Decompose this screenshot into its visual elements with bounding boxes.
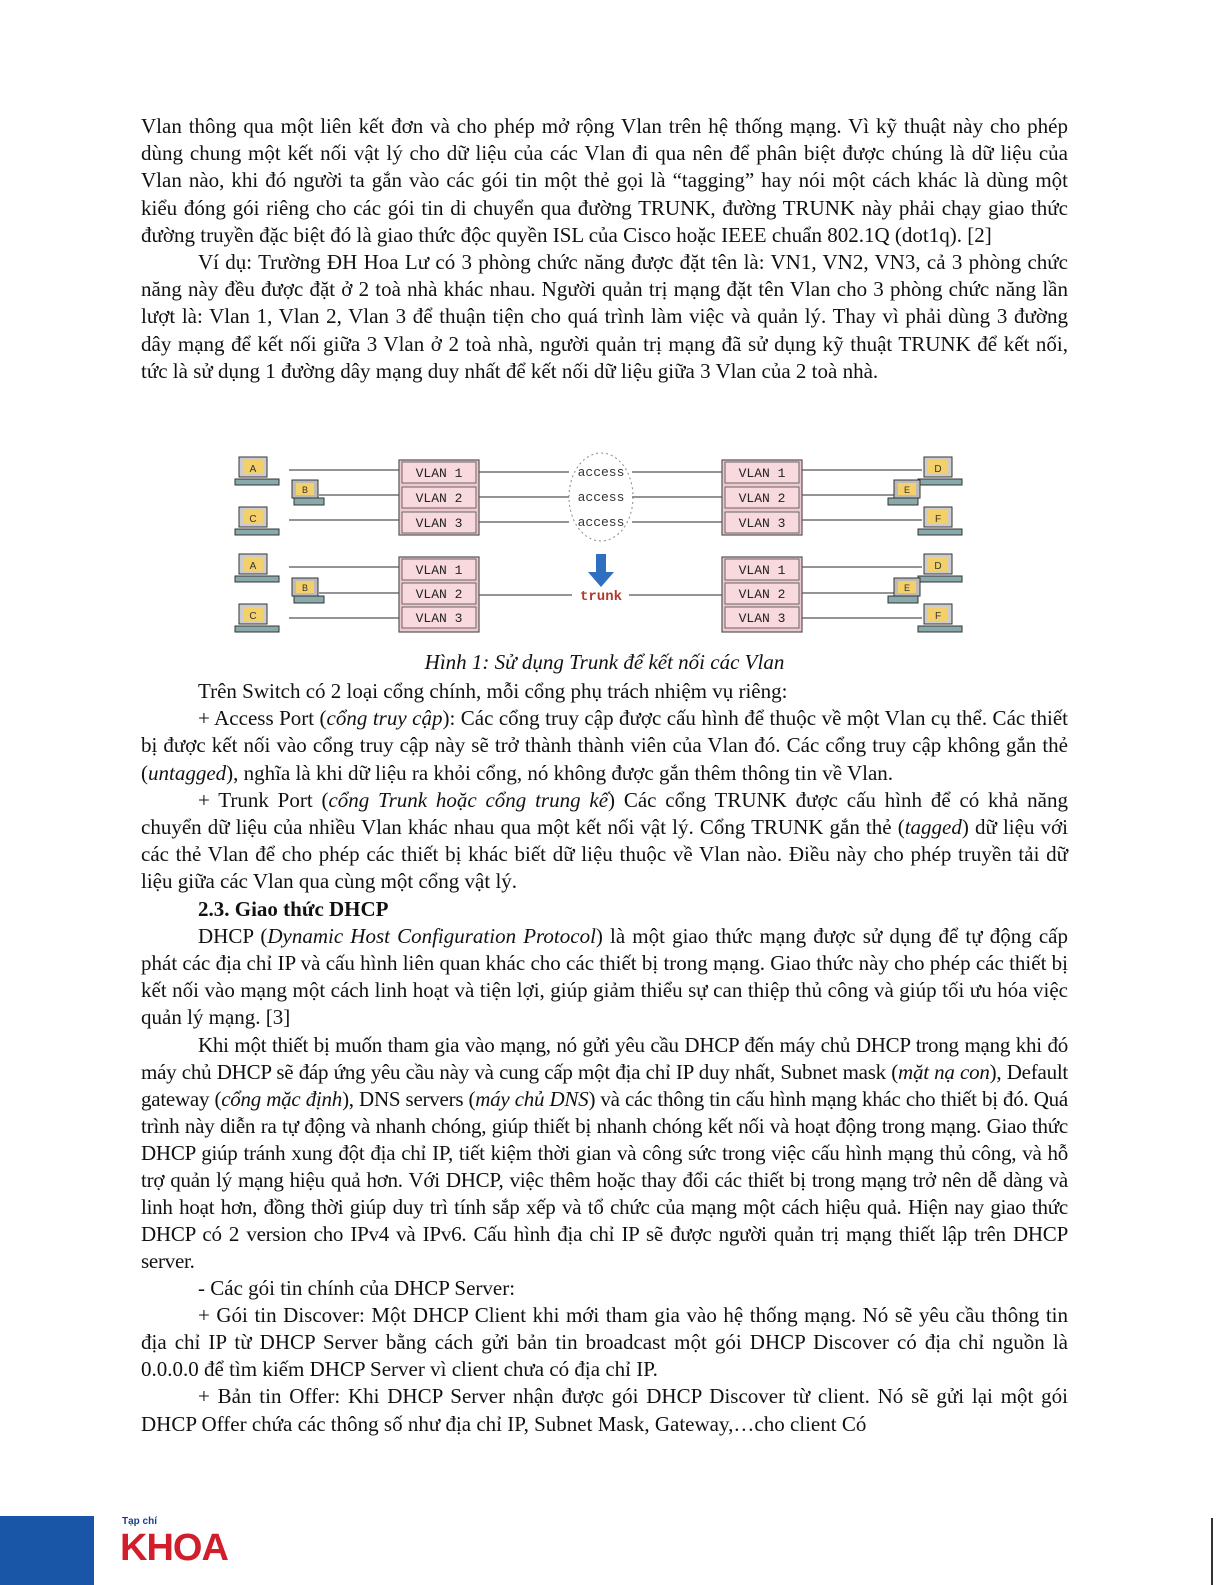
pc-letter: F xyxy=(934,514,942,525)
pc-icon xyxy=(888,578,920,603)
access-label: access xyxy=(577,515,625,530)
pc-icon xyxy=(235,457,279,485)
pc-letter: B xyxy=(301,583,309,593)
down-arrow-icon xyxy=(588,554,614,587)
vlan-label: VLAN 3 xyxy=(738,611,786,626)
journal-logo xyxy=(120,1516,290,1585)
vlan-label: VLAN 1 xyxy=(415,466,463,481)
body-text-top xyxy=(141,113,1068,385)
discover-paragraph: + Gói tin Discover: Một DHCP Client khi mới tham gia vào hệ thống mạng. Nó sẽ yêu cầu thông tin địa chỉ IP từ DHCP Server bằng cách gửi bản tin broadcast một gói DHCP Discover có địa chỉ nguồn là 0.0.0.0 để tìm kiếm DHCP Server vì client chưa có địa chỉ IP. xyxy=(141,1302,1068,1382)
vlan-label: VLAN 2 xyxy=(738,587,786,602)
ports-intro: Trên Switch có 2 loại cổng chính, mỗi cổng phụ trách nhiệm vụ riêng: xyxy=(198,679,788,703)
pc-icon xyxy=(235,554,279,582)
pc-letter: A xyxy=(249,561,257,572)
term-italic: mặt nạ con xyxy=(898,1059,990,1084)
term-italic: untagged xyxy=(148,760,227,785)
section-heading: 2.3. Giao thức DHCP xyxy=(198,896,389,921)
pc-icon xyxy=(918,457,962,485)
vlan-label: VLAN 2 xyxy=(415,587,463,602)
vlan-label: VLAN 2 xyxy=(415,491,463,506)
pc-icon xyxy=(918,507,962,535)
term-italic: cổng truy cập xyxy=(326,706,443,731)
offer-paragraph: + Bản tin Offer: Khi DHCP Server nhận được gói DHCP Discover từ client. Nó sẽ gửi lại một gói DHCP Offer chứa các thông số như địa chỉ IP, Subnet Mask, Gateway,…cho client Có xyxy=(141,1384,1068,1436)
trunk-vlan-figure xyxy=(234,450,974,640)
switch-bottom-right xyxy=(722,557,802,632)
logo-small-text: Tạp chí xyxy=(122,1516,158,1527)
switch-top-right xyxy=(722,460,802,535)
pc-icon xyxy=(918,604,962,632)
vlan-label: VLAN 3 xyxy=(738,516,786,531)
pc-letter: F xyxy=(934,611,942,622)
access-port-paragraph: + Access Port (cổng truy cập): Các cổng truy cập được cấu hình để thuộc về một Vlan cụ thể. Các thiết bị được kết nối vào cổng truy cập này sẽ trở thành thành viên của Vlan đó. Các cổng truy cập không gắn thẻ (untagged), nghĩa là khi dữ liệu ra khỏi cổng, nó không được gắn thêm thông tin về Vlan. xyxy=(141,706,1068,785)
term-italic: tagged xyxy=(904,815,962,840)
pc-letter: C xyxy=(249,514,257,525)
switch-bottom-left xyxy=(399,557,479,632)
pc-letter: A xyxy=(249,464,257,475)
access-label: access xyxy=(577,490,625,505)
packets-intro: - Các gói tin chính của DHCP Server: xyxy=(198,1275,516,1300)
figure-caption: Hình 1: Sử dụng Trunk để kết nối các Vlan xyxy=(424,650,785,674)
pc-icon xyxy=(292,480,324,505)
dhcp-definition-paragraph: DHCP (Dynamic Host Configuration Protocol) là một giao thức mạng được sử dụng để tự động cấp phát các địa chỉ IP và cấu hình liên quan khác cho các thiết bị trong mạng. Giao thức này cho phép các thiết bị kết nối vào mạng một cách linh hoạt và tiện lợi, giúp giảm thiểu sự can thiệp thủ công và giúp tối ưu hóa việc quản lý mạng. [3] xyxy=(141,923,1068,1030)
pc-letter: B xyxy=(301,485,309,495)
vlan-label: VLAN 1 xyxy=(415,563,463,578)
footer-divider xyxy=(1211,1518,1213,1585)
body-text-bottom xyxy=(141,678,1068,1438)
pc-icon xyxy=(918,554,962,582)
logo-big-text: KHOA xyxy=(120,1527,228,1569)
term-italic: cổng Trunk hoặc cổng trung kế xyxy=(328,787,609,812)
term-italic: Dynamic Host Configuration Protocol xyxy=(267,923,596,948)
pc-letter: D xyxy=(934,464,942,475)
vlan-label: VLAN 2 xyxy=(738,491,786,506)
vlan-label: VLAN 1 xyxy=(738,563,786,578)
pc-letter: D xyxy=(934,561,942,572)
trunk-label: trunk xyxy=(579,589,623,605)
switch-top-left xyxy=(399,460,479,535)
trunk-port-paragraph: + Trunk Port (cổng Trunk hoặc cổng trung kế) Các cổng TRUNK được cấu hình để có khả năng chuyển dữ liệu của nhiều Vlan khác nhau qua một kết nối vật lý. Cổng TRUNK gắn thẻ (tagged) dữ liệu với các thẻ Vlan để cho phép các thiết bị khác biết dữ liệu thuộc về Vlan nào. Điều này cho phép truyền tải dữ liệu giữa các Vlan qua cùng một cổng vật lý. xyxy=(141,787,1068,894)
vlan-label: VLAN 3 xyxy=(415,516,463,531)
term-italic: máy chủ DNS xyxy=(475,1086,589,1111)
dhcp-process-paragraph: Khi một thiết bị muốn tham gia vào mạng, nó gửi yêu cầu DHCP đến máy chủ DHCP trong mạng khi đó máy chủ DHCP sẽ đáp ứng yêu cầu này và cung cấp một địa chỉ IP duy nhất, Subnet mask (mặt nạ con), Default gateway (cổng mặc định), DNS servers (máy chủ DNS) và các thông tin cấu hình mạng khác cho thiết bị đó. Quá trình này diễn ra tự động và nhanh chóng, giúp thiết bị nhanh chóng kết nối và hoạt động trong mạng. Giao thức DHCP giúp tránh xung đột địa chỉ IP, tiết kiệm thời gian và công sức trong việc cấu hình mạng thủ công, và hỗ trợ quản lý mạng hiệu quả hơn. Với DHCP, việc thêm hoặc thay đổi các thiết bị trong mạng trở nên dễ dàng và linh hoạt hơn, đồng thời giúp duy trì tính sắp xếp và tổ chức của mạng một cách hiệu quả. Hiện nay giao thức DHCP có 2 version cho IPv4 và IPv6. Cấu hình địa chỉ IP sẽ được người quản trị mạng thiết lập trên DHCP server. xyxy=(141,1032,1068,1273)
paragraph-example: Ví dụ: Trường ĐH Hoa Lư có 3 phòng chức năng được đặt tên là: VN1, VN2, VN3, cả 3 phòng chức năng này đều được đặt ở 2 toà nhà khác nhau. Người quản trị mạng đặt tên Vlan cho 3 phòng chức năng lần lượt là: Vlan 1, Vlan 2, Vlan 3 để thuận tiện cho quá trình làm việc và quản lý. Thay vì phải dùng 3 đường dây mạng để kết nối giữa 3 Vlan ở 2 toà nhà, người quản trị mạng đã sử dụng kỹ thuật TRUNK để kết nối, tức là sử dụng 1 đường dây mạng duy nhất để kết nối dữ liệu giữa 3 Vlan của 2 toà nhà. xyxy=(141,250,1068,383)
pc-letter: C xyxy=(249,611,257,622)
vlan-label: VLAN 1 xyxy=(738,466,786,481)
pc-icon xyxy=(235,604,279,632)
pc-icon xyxy=(292,578,324,603)
access-label: access xyxy=(577,465,625,480)
footer-color-bar xyxy=(0,1516,94,1585)
pc-icon xyxy=(235,507,279,535)
pc-letter: E xyxy=(903,485,911,495)
pc-icon xyxy=(888,480,920,505)
vlan-label: VLAN 3 xyxy=(415,611,463,626)
pc-letter: E xyxy=(903,583,911,593)
term-italic: cổng mặc định xyxy=(221,1086,343,1111)
paragraph-vlan-tagging: Vlan thông qua một liên kết đơn và cho phép mở rộng Vlan trên hệ thống mạng. Vì kỹ thuật này cho phép dùng chung một kết nối vật lý cho dữ liệu của các Vlan đi qua nên để phân biệt được chúng là dữ liệu của Vlan nào, khi đó người ta gắn vào các gói tin một thẻ gọi là “tagging” hay nói một cách khác là dùng một kiểu đóng gói riêng cho các gói tin di chuyển qua đường TRUNK, đường TRUNK này phải chạy giao thức đường truyền đặc biệt đó là giao thức độc quyền ISL của Cisco hoặc IEEE chuẩn 802.1Q (dot1q). [2] xyxy=(141,114,1068,247)
